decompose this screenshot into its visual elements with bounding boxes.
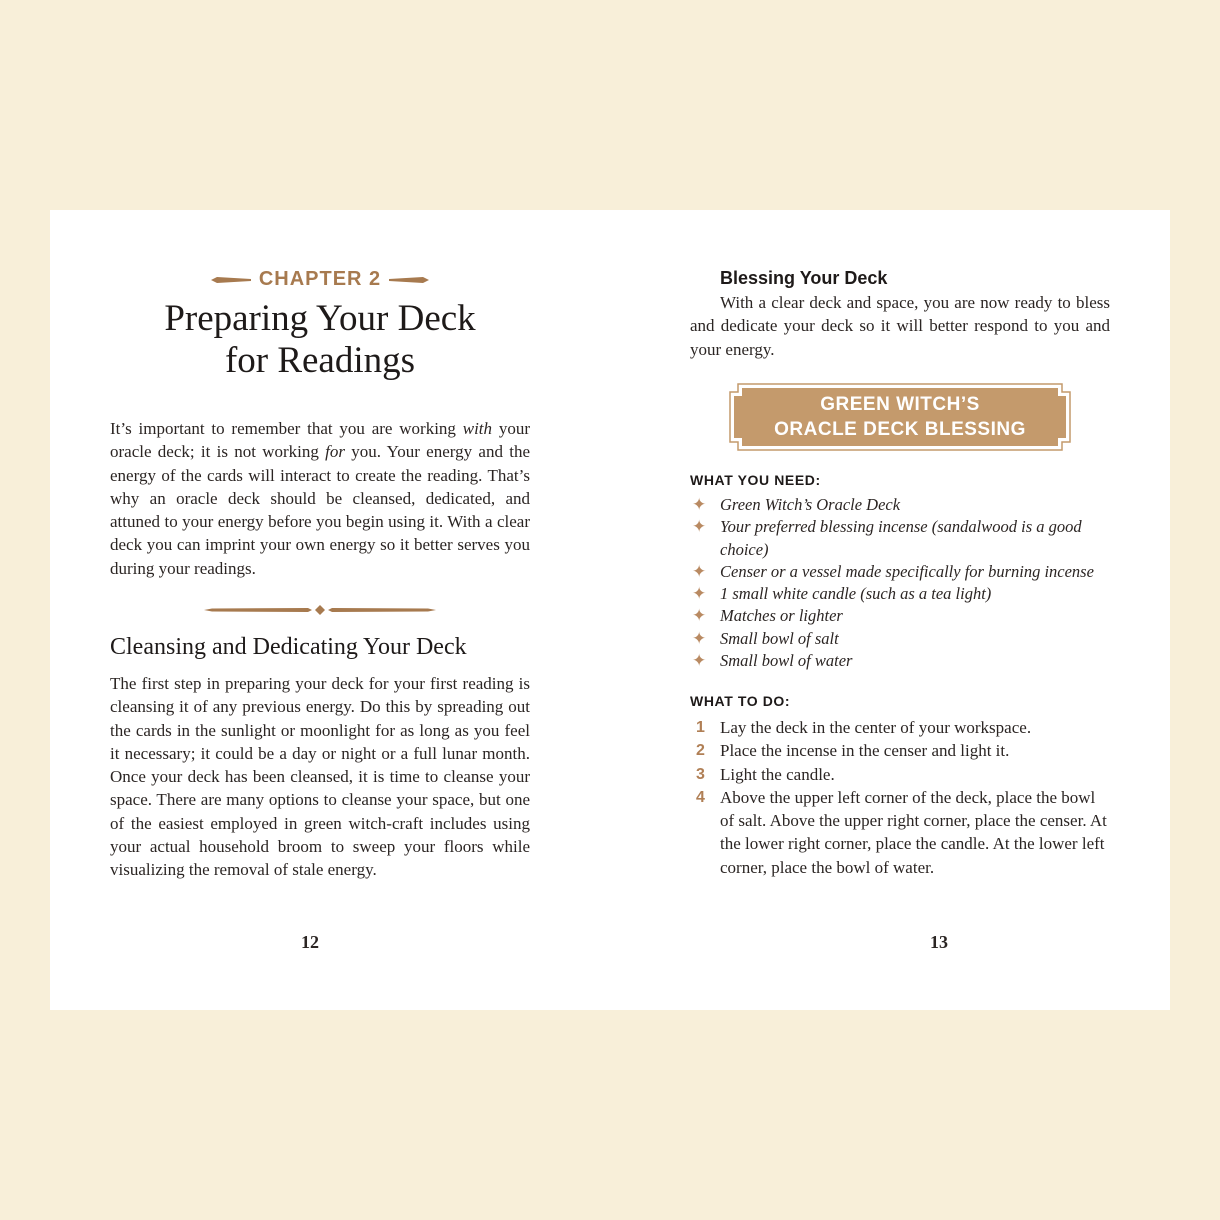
left-page <box>50 210 610 1010</box>
list-item-text: 1 small white candle (such as a tea light) <box>720 584 992 604</box>
page-number-left: 12 <box>301 932 319 952</box>
list-item <box>690 561 1110 583</box>
page-number-right: 13 <box>930 932 948 952</box>
what-to-do-heading: WHAT TO DO: <box>690 693 791 709</box>
chapter-label-text: CHAPTER 2 <box>258 268 382 290</box>
list-item <box>690 628 1110 650</box>
star-bullet-icon: ✦ <box>692 651 707 671</box>
list-item-text: Green Witch’s Oracle Deck <box>720 495 901 514</box>
step-number: 3 <box>696 765 705 783</box>
section-divider-ornament-icon <box>200 603 440 617</box>
banner-text <box>728 392 1072 442</box>
chapter-title-line-1: Preparing Your Deck <box>164 298 476 339</box>
list-item-text: Matches or lighter <box>720 606 843 626</box>
book-spread <box>50 210 1170 1010</box>
steps-list <box>690 716 1110 879</box>
step-item <box>690 716 1110 739</box>
step-item <box>690 786 1110 879</box>
list-item <box>690 650 1110 672</box>
banner-line-1: GREEN WITCH’S <box>820 394 980 415</box>
step-text: Place the incense in the censer and light it. <box>720 741 1010 761</box>
step-number: 4 <box>696 788 705 806</box>
blessing-banner <box>728 382 1072 452</box>
what-you-need-heading: WHAT YOU NEED: <box>690 472 821 488</box>
list-item <box>690 516 1110 561</box>
chapter-title <box>50 298 590 382</box>
section-heading: Cleansing and Dedicating Your Deck <box>110 634 467 660</box>
blessing-paragraph: With a clear deck and space, you are now ready to bless and dedicate your deck so it will better respond to you and your energy. <box>690 293 1110 359</box>
needs-list <box>690 494 1110 672</box>
star-bullet-icon: ✦ <box>692 561 707 581</box>
list-item-text: Small bowl of water <box>720 651 853 671</box>
right-page <box>610 210 1170 1010</box>
cleansing-paragraph: The first step in preparing your deck for your first reading is cleansing it of any previous energy. Do this by spreading out the cards in the sunlight or moonlight for as long as you feel it necessary; it could be a day or night or a full lunar month. Once your deck has been cleansed, it is time to cleanse your space. There are many options to cleanse your space, but one of the easiest employed in green witch-craft includes using your actual household broom to sweep your floors while visualizing the removal of stale energy. <box>110 674 530 880</box>
list-item-text: Your preferred blessing incense (sandalwood is a good choice) <box>720 517 1082 559</box>
step-number: 2 <box>696 742 705 760</box>
intro-text-2: your oracle deck; it is not working <box>110 419 530 462</box>
star-bullet-icon: ✦ <box>692 628 707 648</box>
chapter-label <box>50 268 590 291</box>
right-flourish-icon <box>389 275 429 285</box>
star-bullet-icon: ✦ <box>692 495 707 514</box>
step-text: Above the upper left corner of the deck, place the bowl of salt. Above the upper right corner, place the censer. At the lower right corner, place the candle. At the lower left corner, place the bowl of water. <box>720 787 1107 877</box>
step-text: Lay the deck in the center of your workspace. <box>720 718 1032 737</box>
step-item <box>690 763 1110 786</box>
list-item-text: Small bowl of salt <box>720 628 839 648</box>
step-item <box>690 739 1110 762</box>
blessing-subhead: Blessing Your Deck <box>720 268 888 288</box>
intro-text-3: you. Your energy and the energy of the cards will interact to create the reading. That’s why an oracle deck should be cleansed, dedicated, and attuned to your energy before you begin using it. With a clear deck you can imprint your own energy so it better serves you during your readings. <box>110 442 530 578</box>
list-item <box>690 583 1110 605</box>
intro-paragraph <box>110 417 530 580</box>
banner-line-2: ORACLE DECK BLESSING <box>774 419 1026 440</box>
star-bullet-icon: ✦ <box>692 584 707 604</box>
intro-emphasis-with: with <box>462 419 493 438</box>
list-item <box>690 605 1110 627</box>
chapter-title-line-2: for Readings <box>224 340 416 381</box>
step-number: 1 <box>696 719 705 736</box>
list-item <box>690 494 1110 516</box>
list-item-text: Censer or a vessel made specifically for burning incense <box>720 561 1094 581</box>
star-bullet-icon: ✦ <box>692 606 707 626</box>
step-text: Light the candle. <box>720 764 835 784</box>
left-flourish-icon <box>211 275 251 285</box>
intro-emphasis-for: for <box>325 442 345 462</box>
star-bullet-icon: ✦ <box>692 517 707 537</box>
intro-text-1: It’s important to remember that you are working <box>110 419 463 438</box>
